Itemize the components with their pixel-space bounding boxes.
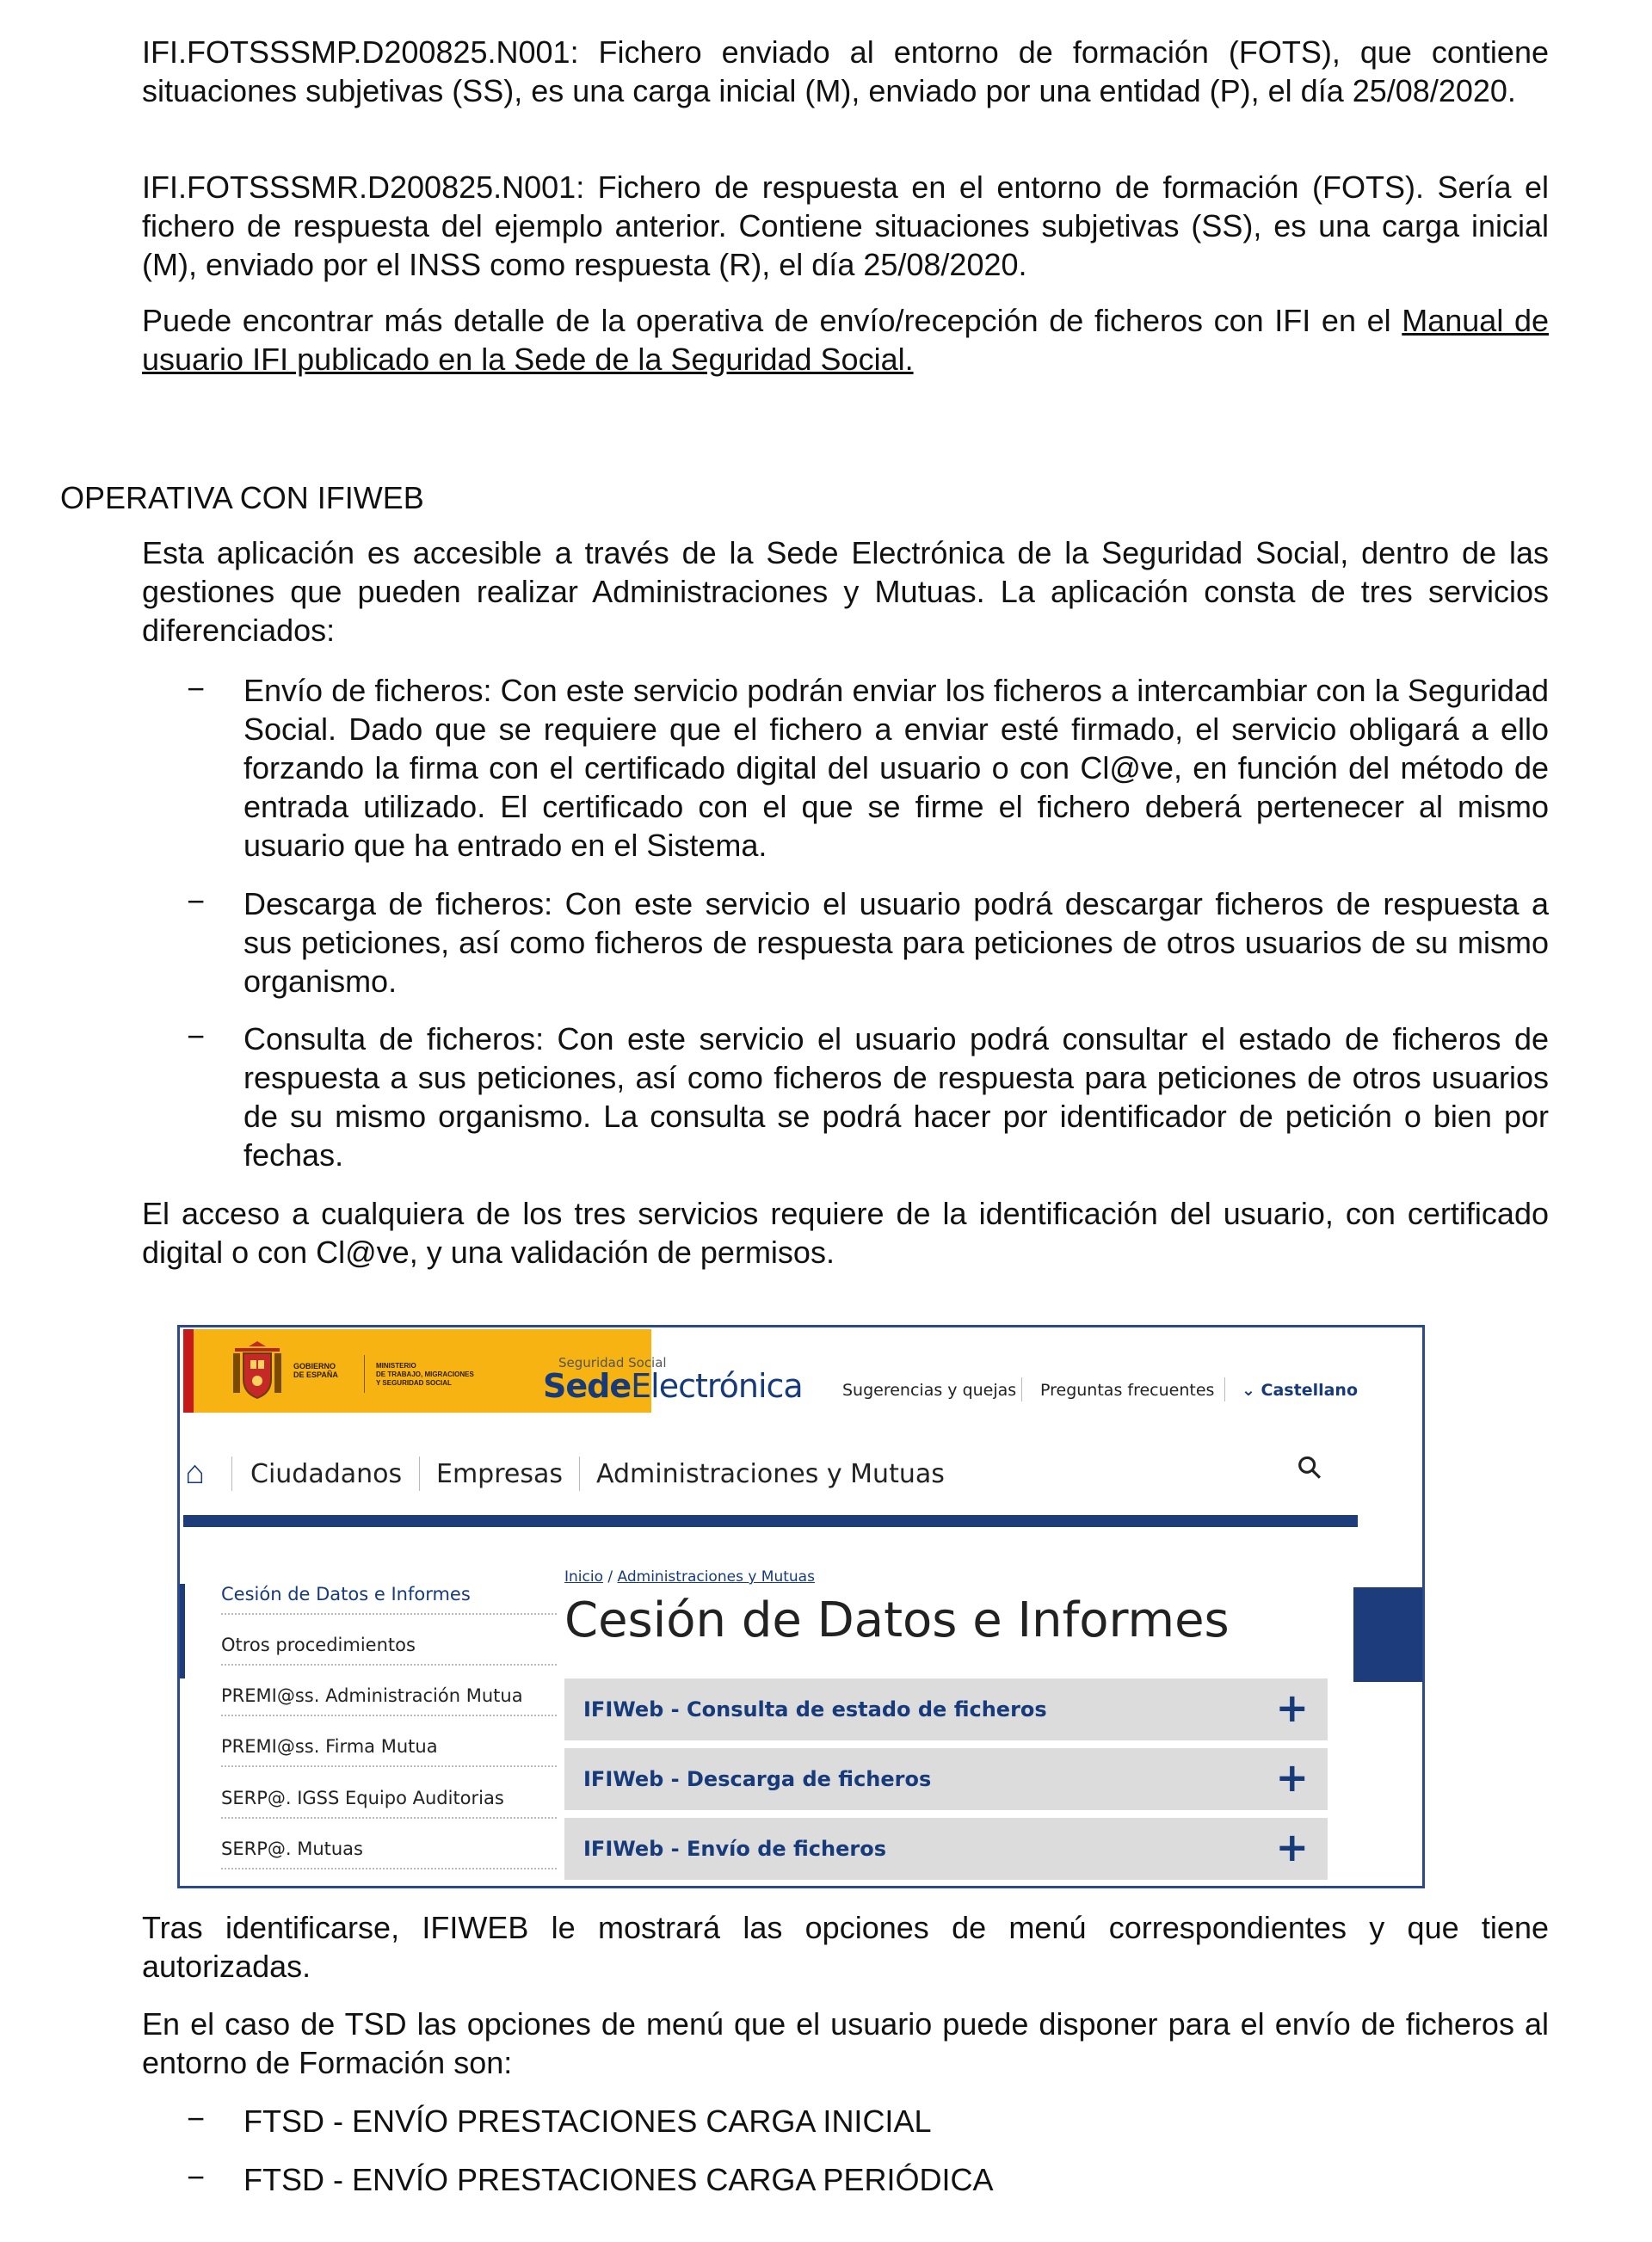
top-separator [1224,1377,1225,1401]
accordion-label: IFIWeb - Envío de ficheros [583,1837,886,1861]
home-icon[interactable]: ⌂ [185,1455,205,1491]
coat-of-arms-icon [231,1341,283,1401]
bullet-dash: − [187,671,206,706]
nav-ciudadanos[interactable]: Ciudadanos [250,1459,403,1489]
paragraph-tsd-options: En el caso de TSD las opciones de menú que el usuario puede disponer para el envío de ficheros al entorno de Formación son: [142,2006,1549,2080]
manual-intro-text: Puede encontrar más detalle de la operativa de envío/recepción de ficheros con IFI en el [142,303,1402,338]
sede-logo-bold: Sede [543,1367,632,1405]
nav-administraciones[interactable]: Administraciones y Mutuas [596,1459,945,1489]
bullet-consulta: Consulta de ficheros: Con este servicio el usuario podrá consultar el estado de ficheros de respuesta a sus peticiones, así como ficheros de respuesta para peticiones de otros usuarios de su mismo organismo. La consulta se podrá hacer por identificador de petición o bien por fechas. [243,1021,1549,1173]
bullet-envio: Envío de ficheros: Con este servicio podrán enviar los ficheros a intercambiar con la Seguridad Social. Dado que se requiere que el fichero a enviar esté firmado, el servicio obligará a ello forzando la firma con el certificado digital del usuario o con Cl@ve, en función del método de entrada utilizado. El certificado con el que se firme el fichero deberá pertenecer al mismo usuario que ha entrado en el Sistema. [243,673,1549,863]
bullet-dash: − [187,884,206,919]
sidebar-item-premiss-firma[interactable]: PREMI@ss. Firma Mutua [221,1736,557,1767]
chevron-down-icon: ⌄ [1242,1381,1255,1400]
accordion-descarga[interactable] [564,1748,1328,1810]
accordion-label: IFIWeb - Consulta de estado de ficheros [583,1697,1047,1722]
nav-separator [231,1457,232,1491]
ministry-line: Y SEGURIDAD SOCIAL [376,1379,452,1387]
accordion-consulta[interactable] [564,1678,1328,1740]
sede-subtitle: Seguridad Social [558,1355,667,1370]
section-heading: OPERATIVA CON IFIWEB [60,480,424,515]
plus-icon[interactable]: + [1275,1824,1309,1870]
breadcrumb-administraciones[interactable]: Administraciones y Mutuas [617,1568,815,1586]
breadcrumb-inicio[interactable]: Inicio [564,1568,603,1586]
paragraph-access: El acceso a cualquiera de los tres servicios requiere de la identificación del usuario, con certificado digital o con Cl@ve, y una validación de permisos. [142,1196,1549,1270]
nav-separator [579,1457,580,1491]
gov-label [293,1362,338,1379]
bullet-carga-periodica: FTSD - ENVÍO PRESTACIONES CARGA PERIÓDICA [243,2162,994,2197]
banner-divider [364,1355,365,1393]
language-selector[interactable] [1242,1381,1358,1400]
search-icon[interactable]: ⚲ [1289,1446,1330,1488]
plus-icon[interactable]: + [1275,1754,1309,1801]
sidebar-active-indicator [180,1584,185,1678]
link-preguntas[interactable]: Preguntas frecuentes [1040,1381,1215,1400]
sede-logo-light: Electrónica [631,1367,803,1405]
manual-link[interactable]: Manual de usuario IFI publicado en la Sede de la Seguridad Social. [142,303,1549,377]
ministry-line: DE TRABAJO, MIGRACIONES [376,1370,474,1378]
sidebar-item-otros[interactable]: Otros procedimientos [221,1635,557,1666]
ministry-line: MINISTERIO [376,1362,416,1370]
flag-stripe [183,1329,194,1413]
gov-line: DE ESPAÑA [293,1370,338,1379]
accordion-label: IFIWeb - Descarga de ficheros [583,1767,932,1791]
paragraph-manual-reference [142,301,1549,379]
bullet-dash: − [187,2101,206,2136]
accordion-envio[interactable] [564,1818,1328,1880]
paragraph-app-intro: Esta aplicación es accesible a través de la Sede Electrónica de la Seguridad Social, dentro de las gestiones que pueden realizar Administraciones y Mutuas. La aplicación consta de tres servicios diferenciados: [142,535,1549,648]
nav-underline [183,1515,1358,1527]
bullet-dash: − [187,1019,206,1054]
sede-logo[interactable] [543,1367,803,1405]
sidebar-item-serpa-igss[interactable]: SERP@. IGSS Equipo Auditorias [221,1788,557,1819]
sidebar-item-serpa-mutuas[interactable]: SERP@. Mutuas [221,1839,557,1869]
ministry-label [376,1362,474,1388]
breadcrumb [564,1568,815,1586]
plus-icon[interactable]: + [1275,1685,1309,1731]
nav-separator [419,1457,420,1491]
top-separator [1021,1377,1022,1401]
bullet-carga-inicial: FTSD - ENVÍO PRESTACIONES CARGA INICIAL [243,2103,932,2139]
link-sugerencias[interactable]: Sugerencias y quejas [842,1381,1017,1400]
decorative-block [1353,1587,1425,1682]
nav-empresas[interactable]: Empresas [436,1459,563,1489]
sede-screenshot [177,1325,1425,1888]
breadcrumb-separator: / [607,1568,613,1586]
paragraph-file-example-2: IFI.FOTSSSMR.D200825.N001: Fichero de respuesta en el entorno de formación (FOTS). Sería el fichero de respuesta del ejemplo anterior. Contiene situaciones subjetivas (SS), es una carga inicial (M), enviado por el INSS como respuesta (R), el día 25/08/2020. [142,169,1549,282]
sidebar-item-cesion[interactable]: Cesión de Datos e Informes [221,1584,557,1615]
bullet-dash: − [187,2159,206,2195]
bullet-descarga: Descarga de ficheros: Con este servicio el usuario podrá descargar ficheros de respuesta a sus peticiones, así como ficheros de respuesta para peticiones de otros usuarios de su mismo organismo. [243,886,1549,999]
sidebar-item-premiss-admin[interactable]: PREMI@ss. Administración Mutua [221,1685,557,1716]
paragraph-file-example-1: IFI.FOTSSSMP.D200825.N001: Fichero enviado al entorno de formación (FOTS), que contiene situaciones subjetivas (SS), es una carga inicial (M), enviado por una entidad (P), el día 25/08/2020. [142,34,1549,108]
page-title: Cesión de Datos e Informes [564,1592,1230,1648]
gov-line: GOBIERNO [293,1362,336,1370]
paragraph-after-login: Tras identificarse, IFIWEB le mostrará las opciones de menú correspondientes y que tiene autorizadas. [142,1910,1549,1984]
language-label: Castellano [1261,1381,1359,1400]
